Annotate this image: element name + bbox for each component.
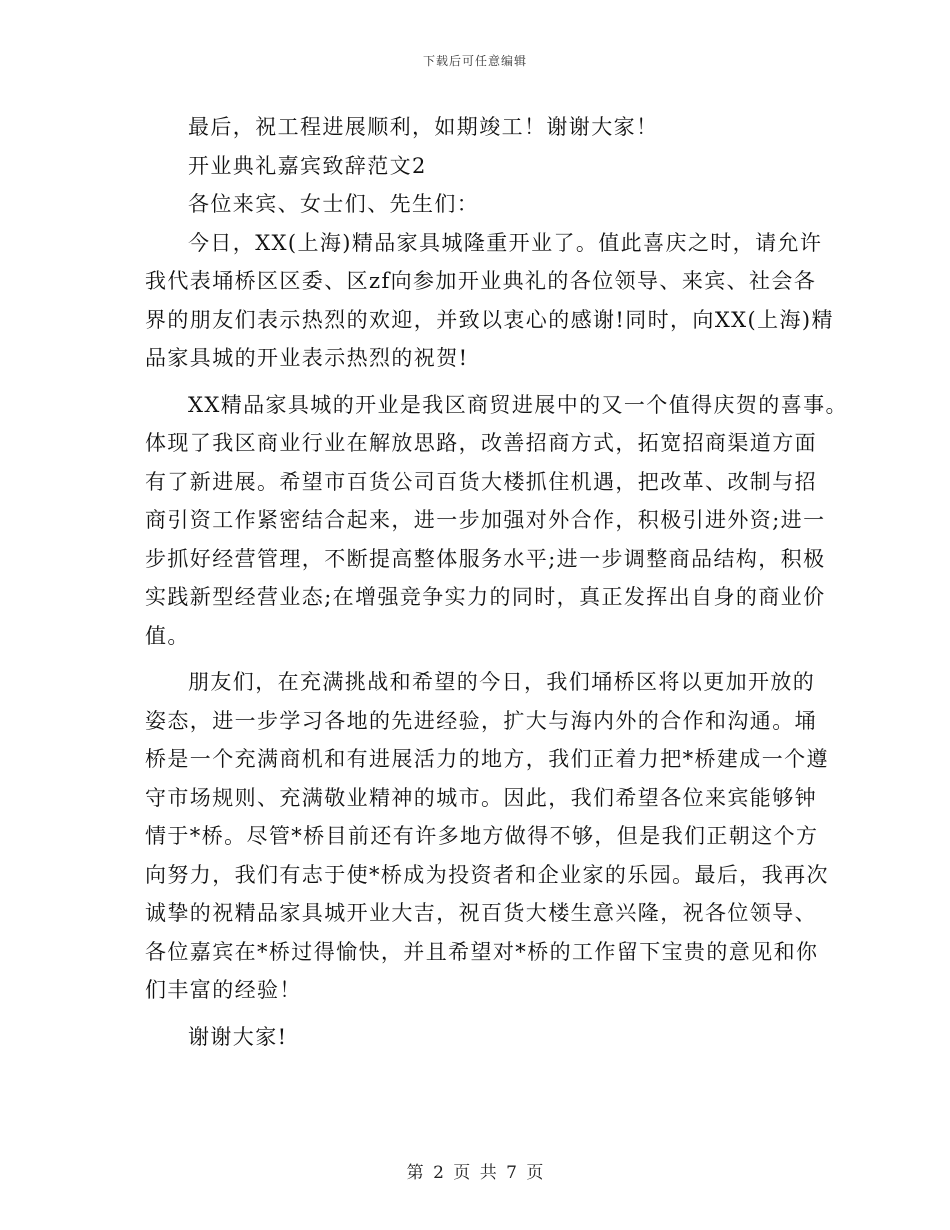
text-line: 朋友们，在充满挑战和希望的今日，我们埇桥区将以更加开放的 bbox=[188, 670, 816, 694]
page-footer: 第 2 页 共 7 页 bbox=[406, 1163, 544, 1183]
text-line: 开业典礼嘉宾致辞范文2 bbox=[188, 153, 427, 178]
text-line: 今日，XX(上海)精品家具城隆重开业了。值此喜庆之时，请允许 bbox=[188, 230, 823, 255]
text-line: 诚挚的祝精品家具城开业大吉，祝百货大楼生意兴隆，祝各位领导、 bbox=[145, 901, 817, 925]
text-line: 向努力，我们有志于使*桥成为投资者和企业家的乐园。最后，我再次 bbox=[145, 862, 829, 887]
text-line: 各位嘉宾在*桥过得愉快，并且希望对*桥的工作留下宝贵的意见和你 bbox=[145, 939, 819, 964]
text-line: 们丰富的经验！ bbox=[145, 978, 302, 1002]
text-line: 最后，祝工程进展顺利，如期竣工！谢谢大家！ bbox=[188, 115, 659, 139]
text-line: 桥是一个充满商机和有进展活力的地方，我们正着力把*桥建成一个遵 bbox=[145, 747, 829, 771]
text-line: 情于*桥。尽管*桥目前还有许多地方做得不够，但是我们正朝这个方 bbox=[145, 824, 819, 848]
text-line: 我代表埇桥区区委、区zf向参加开业典礼的各位领导、来宾、社会各 bbox=[145, 269, 817, 293]
text-line: 值。 bbox=[145, 623, 190, 648]
text-line: 商引资工作紧密结合起来，进一步加强对外合作，积极引进外资;进一 bbox=[145, 508, 826, 532]
text-line: 各位来宾、女士们、先生们： bbox=[188, 192, 480, 216]
text-line: 谢谢大家! bbox=[188, 1024, 288, 1049]
text-line: 品家具城的开业表示热烈的祝贺! bbox=[145, 346, 469, 370]
text-line: 步抓好经营管理，不断提高整体服务水平;进一步调整商品结构，积极 bbox=[145, 546, 826, 571]
text-line: 界的朋友们表示热烈的欢迎，并致以衷心的感谢!同时，向XX(上海)精 bbox=[145, 307, 834, 332]
text-line: 守市场规则、充满敬业精神的城市。因此，我们希望各位来宾能够钟 bbox=[145, 785, 817, 810]
text-line: 实践新型经营业态;在增强竞争实力的同时，真正发挥出自身的商业价 bbox=[145, 585, 826, 609]
text-line: XX精品家具城的开业是我区商贸进展中的又一个值得庆贺的喜事。 bbox=[188, 392, 848, 417]
page-header: 下载后可任意编辑 bbox=[422, 54, 527, 68]
text-line: 姿态，进一步学习各地的先进经验，扩大与海内外的合作和沟通。埇 bbox=[145, 708, 817, 733]
document-body bbox=[145, 108, 848, 1056]
text-line: 有了新进展。希望市百货公司百货大楼抓住机遇，把改革、改制与招 bbox=[145, 469, 817, 494]
text-line: 体现了我区商业行业在解放思路，改善招商方式，拓宽招商渠道方面 bbox=[145, 431, 817, 455]
